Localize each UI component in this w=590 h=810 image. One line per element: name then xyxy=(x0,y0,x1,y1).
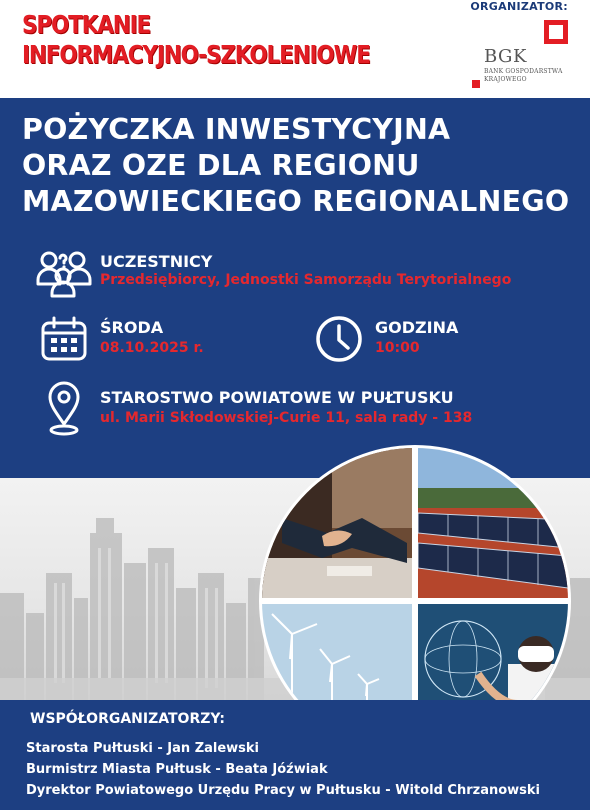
time-value: 10:00 xyxy=(375,340,420,356)
clock-icon xyxy=(314,314,364,364)
date-heading: ŚRODA xyxy=(100,318,164,337)
time-heading: GODZINA xyxy=(375,318,459,337)
bgk-logo-name: BGK xyxy=(484,46,527,67)
handshake-photo xyxy=(262,448,412,598)
coorganizers-heading: WSPÓŁORGANIZATORZY: xyxy=(30,711,225,727)
page-title xyxy=(22,112,569,220)
title-line1: POŻYCZKA INWESTYCYJNA xyxy=(22,113,451,146)
location-value: ul. Marii Skłodowskiej-Curie 11, sala rady - 138 xyxy=(100,410,473,426)
header xyxy=(0,0,590,98)
coorganizer-item: Starosta Pułtuski - Jan Zalewski xyxy=(26,741,260,756)
coorganizer-item: Dyrektor Powiatowego Urzędu Pracy w Pułtusku - Witold Chrzanowski xyxy=(26,783,541,798)
event-type-line1: SPOTKANIE xyxy=(22,10,151,39)
title-line3: MAZOWIECKIEGO REGIONALNEGO xyxy=(22,185,570,218)
organizer-label: ORGANIZATOR: xyxy=(470,0,568,13)
solar-panels-photo xyxy=(418,448,568,598)
bgk-logo-subtitle: BANK GOSPODARSTWA KRAJOWEGO xyxy=(484,68,563,83)
date-value: 08.10.2025 r. xyxy=(100,340,204,356)
bgk-logo-mark-icon xyxy=(472,80,480,88)
location-pin-icon xyxy=(46,380,82,436)
event-type-heading xyxy=(22,10,370,70)
title-line2: ORAZ OZE DLA REGIONU xyxy=(22,149,420,182)
bgk-logo xyxy=(472,20,577,92)
bgk-logo-square-icon xyxy=(544,20,568,44)
event-type-line2: INFORMACYJNO-SZKOLENIOWE xyxy=(22,40,370,69)
calendar-icon xyxy=(40,316,88,362)
coorganizer-item: Burmistrz Miasta Pułtusk - Beata Jóźwiak xyxy=(26,762,328,777)
location-heading: STAROSTWO POWIATOWE W PUŁTUSKU xyxy=(100,388,454,407)
participants-heading: UCZESTNICY xyxy=(100,252,213,271)
people-icon xyxy=(36,248,92,298)
participants-value: Przedsiębiorcy, Jednostki Samorządu Terytorialnego xyxy=(100,272,512,288)
collage-divider-horizontal xyxy=(262,598,568,604)
